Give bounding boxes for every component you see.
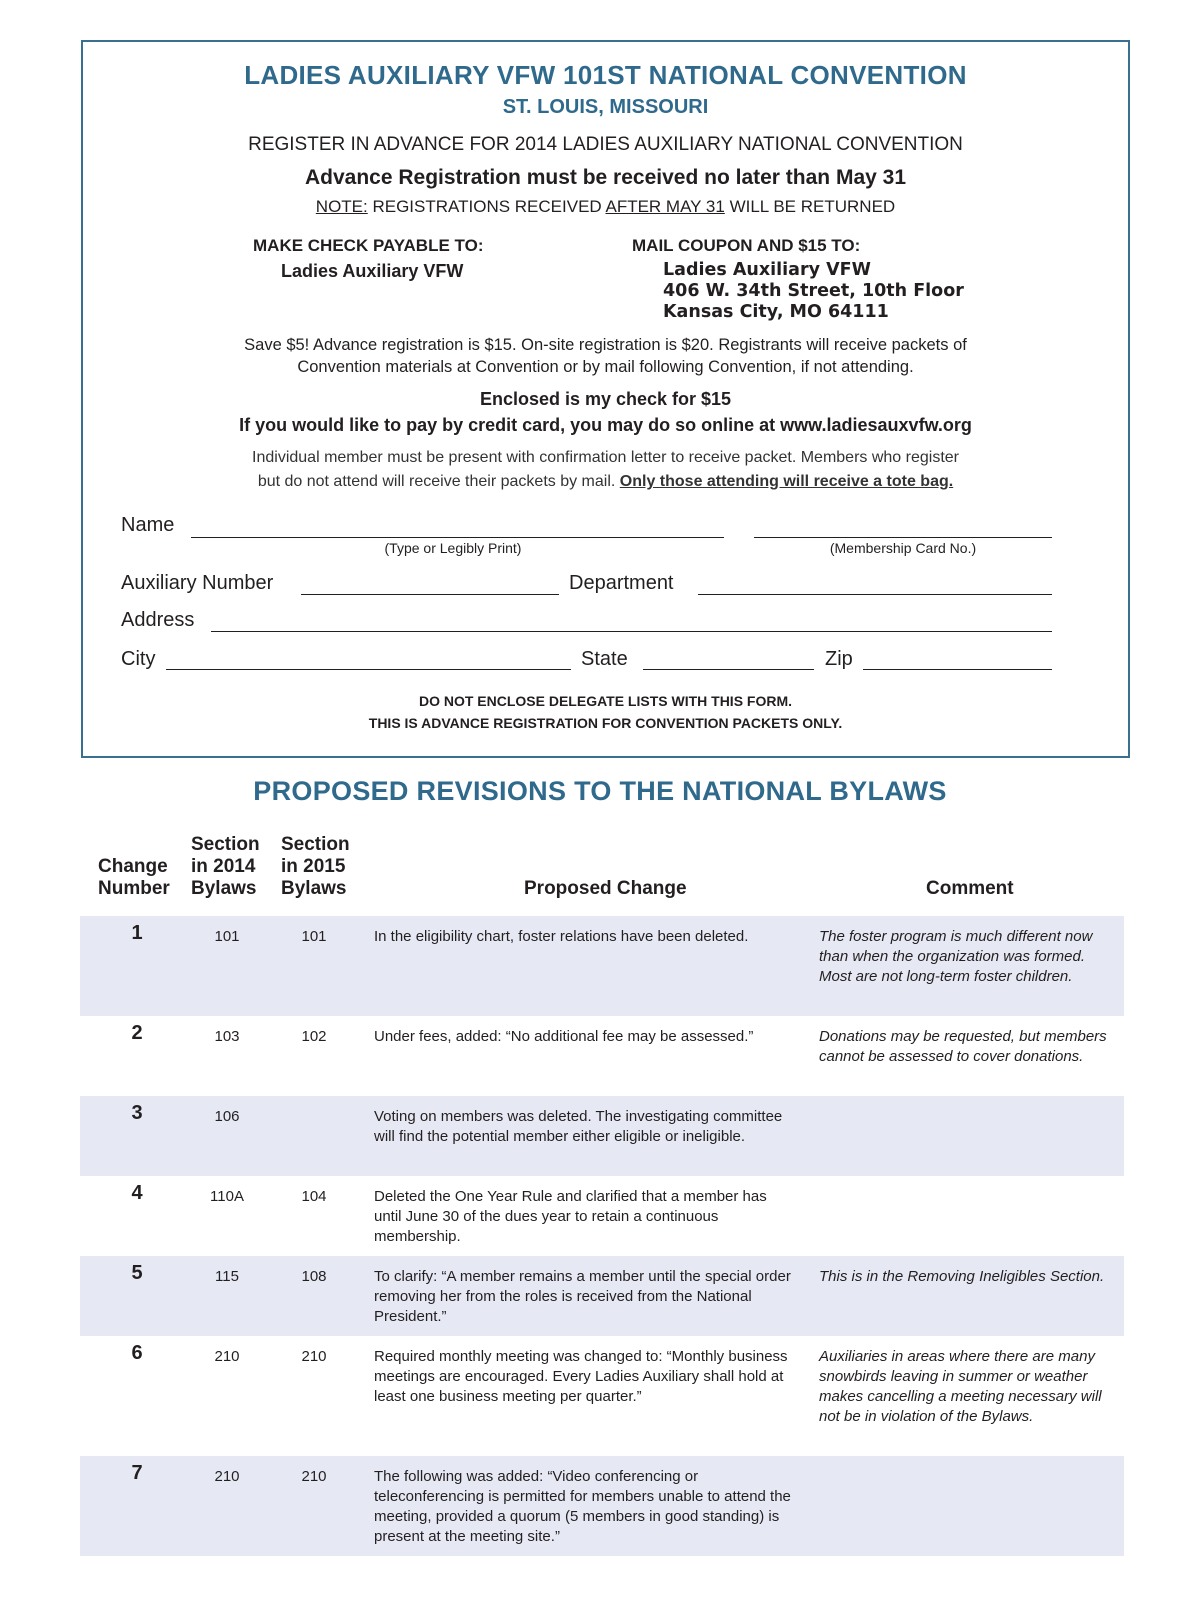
section-2014: 101	[214, 928, 240, 945]
save-paragraph	[83, 334, 1128, 378]
header-s14-line-3: Bylaws	[191, 878, 257, 899]
name-hint: (Type or Legibly Print)	[384, 540, 522, 556]
header-comment: Comment	[926, 878, 1014, 899]
mail-line-2: 406 W. 34th Street, 10th Floor	[663, 281, 964, 301]
header-s15-line-1: Section	[281, 834, 350, 855]
zip-input-line[interactable]	[863, 669, 1052, 670]
auxiliary-number-label: Auxiliary Number	[121, 572, 274, 594]
proposed-change-text: The following was added: “Video conferencing or teleconferencing is permitted for members unable to attend the meeting, provided a quorum (5 members in good standing) is present at the meeting site.”	[374, 1468, 791, 1545]
change-number: 6	[131, 1342, 143, 1364]
tote-note: Only those attending will receive a tote bag.	[619, 473, 954, 490]
table-row	[80, 1016, 1124, 1096]
deadline-line: Advance Registration must be received no later than May 31	[304, 166, 907, 189]
state-input-line[interactable]	[643, 669, 814, 670]
payable-name: Ladies Auxiliary VFW	[281, 261, 464, 281]
convention-location: ST. LOUIS, MISSOURI	[502, 96, 709, 118]
name-label: Name	[121, 514, 175, 536]
section-2014: 103	[214, 1028, 240, 1045]
comment-text: Auxiliaries in areas where there are many snowbirds leaving in summer or weather makes cancelling a meeting necessary will not be in violation of the Bylaws.	[819, 1348, 1102, 1425]
membership-card-input-line[interactable]	[754, 537, 1052, 538]
change-number: 4	[131, 1182, 143, 1204]
header-proposed-change: Proposed Change	[524, 878, 687, 899]
individual-paragraph	[83, 446, 1128, 494]
notice-line-2: THIS IS ADVANCE REGISTRATION FOR CONVENTION PACKETS ONLY.	[368, 715, 843, 731]
section-2014: 210	[214, 1468, 240, 1485]
change-number: 1	[131, 922, 143, 944]
note-end: WILL BE RETURNED	[724, 197, 896, 216]
individual-line-2-text: but do not attend will receive their packets by mail.	[257, 473, 620, 490]
section-2015: 102	[301, 1028, 327, 1045]
state-label: State	[581, 648, 628, 670]
register-line: REGISTER IN ADVANCE FOR 2014 LADIES AUXILIARY NATIONAL CONVENTION	[248, 134, 963, 155]
registration-form	[81, 40, 1130, 758]
address-label: Address	[121, 609, 195, 631]
membership-card-hint: (Membership Card No.)	[829, 540, 977, 556]
save-line-1: Save $5! Advance registration is $15. On-site registration is $20. Registrants will receive packets of	[244, 336, 967, 354]
proposed-change-text: Voting on members was deleted. The investigating committee will find the potential member either eligible or ineligible.	[374, 1108, 783, 1145]
section-2014: 210	[214, 1348, 240, 1365]
city-input-line[interactable]	[166, 669, 571, 670]
department-label: Department	[569, 572, 674, 594]
change-number: 2	[131, 1022, 143, 1044]
section-2014: 106	[214, 1108, 240, 1125]
note-after: AFTER MAY 31	[605, 197, 725, 216]
address-input-line[interactable]	[211, 631, 1052, 632]
mail-heading: MAIL COUPON AND $15 TO:	[632, 236, 861, 255]
city-label: City	[121, 648, 156, 670]
change-number: 5	[131, 1262, 143, 1284]
comment-text: The foster program is much different now than when the organization was formed. Most are not long-term foster children.	[819, 928, 1093, 985]
notice-line-1: DO NOT ENCLOSE DELEGATE LISTS WITH THIS FORM.	[418, 693, 793, 709]
table-row	[80, 916, 1124, 1016]
header-s14-line-2: in 2014	[191, 856, 256, 877]
section-2014: 115	[215, 1268, 239, 1285]
note-line	[83, 197, 1128, 217]
section-2015: 210	[301, 1468, 327, 1485]
proposed-change-text: Deleted the One Year Rule and clarified that a member has until June 30 of the dues year to retain a continuous membership.	[374, 1188, 767, 1245]
comment-text: This is in the Removing Ineligibles Section.	[819, 1268, 1105, 1285]
mail-line-3: Kansas City, MO 64111	[663, 302, 889, 322]
section-2015: 101	[301, 928, 327, 945]
proposed-change-text: Under fees, added: “No additional fee may be assessed.”	[374, 1028, 754, 1045]
section-2015: 104	[301, 1188, 327, 1205]
section-2015: 210	[301, 1348, 327, 1365]
credit-card-line: If you would like to pay by credit card, you may do so online at www.ladiesauxvfw.org	[239, 415, 972, 435]
mail-line-1: Ladies Auxiliary VFW	[663, 260, 871, 280]
header-change-line-2: Number	[98, 878, 170, 899]
save-line-2: Convention materials at Convention or by mail following Convention, if not attending.	[297, 358, 914, 376]
proposed-change-text: In the eligibility chart, foster relations have been deleted.	[374, 928, 749, 945]
zip-label: Zip	[825, 648, 853, 670]
table-row	[80, 1176, 1124, 1256]
change-number: 7	[131, 1462, 143, 1484]
header-s15-line-2: in 2015	[281, 856, 346, 877]
table-row	[80, 1096, 1124, 1176]
table-row	[80, 1256, 1124, 1336]
comment-text: Donations may be requested, but members cannot be assessed to cover donations.	[819, 1028, 1107, 1065]
header-s15-line-3: Bylaws	[281, 878, 347, 899]
section-2015: 108	[301, 1268, 327, 1285]
proposed-change-text: Required monthly meeting was changed to: “Monthly business meetings are encouraged. Every Ladies Auxiliary shall hold at least one business meeting per quarter.”	[374, 1348, 788, 1405]
header-change-line-1: Change	[98, 856, 168, 877]
table-row	[80, 1456, 1124, 1556]
header-section-2014	[191, 834, 260, 900]
convention-title: LADIES AUXILIARY VFW 101ST NATIONAL CONVENTION	[244, 60, 967, 90]
header-s14-line-1: Section	[191, 834, 260, 855]
section-2014: 110A	[210, 1188, 244, 1205]
enclosed-line: Enclosed is my check for $15	[479, 389, 732, 409]
table-row	[80, 1336, 1124, 1456]
note-mid: REGISTRATIONS RECEIVED	[367, 197, 606, 216]
payment-paragraph	[83, 386, 1128, 438]
header-section-2015	[281, 834, 350, 900]
auxiliary-number-input-line[interactable]	[301, 594, 559, 595]
individual-line-1: Individual member must be present with confirmation letter to receive packet. Members who register	[252, 449, 959, 466]
individual-line-2	[83, 470, 1128, 494]
payable-heading: MAKE CHECK PAYABLE TO:	[253, 236, 484, 255]
header-change-number	[98, 856, 170, 900]
bylaws-title: PROPOSED REVISIONS TO THE NATIONAL BYLAWS	[253, 776, 947, 806]
change-number: 3	[131, 1102, 143, 1124]
proposed-change-text: To clarify: “A member remains a member until the special order removing her from the roles is received from the National President.”	[374, 1268, 791, 1325]
mail-address	[663, 260, 1003, 323]
department-input-line[interactable]	[698, 594, 1052, 595]
notice-block	[83, 690, 1128, 734]
name-input-line[interactable]	[191, 537, 724, 538]
note-label: NOTE:	[315, 197, 368, 216]
